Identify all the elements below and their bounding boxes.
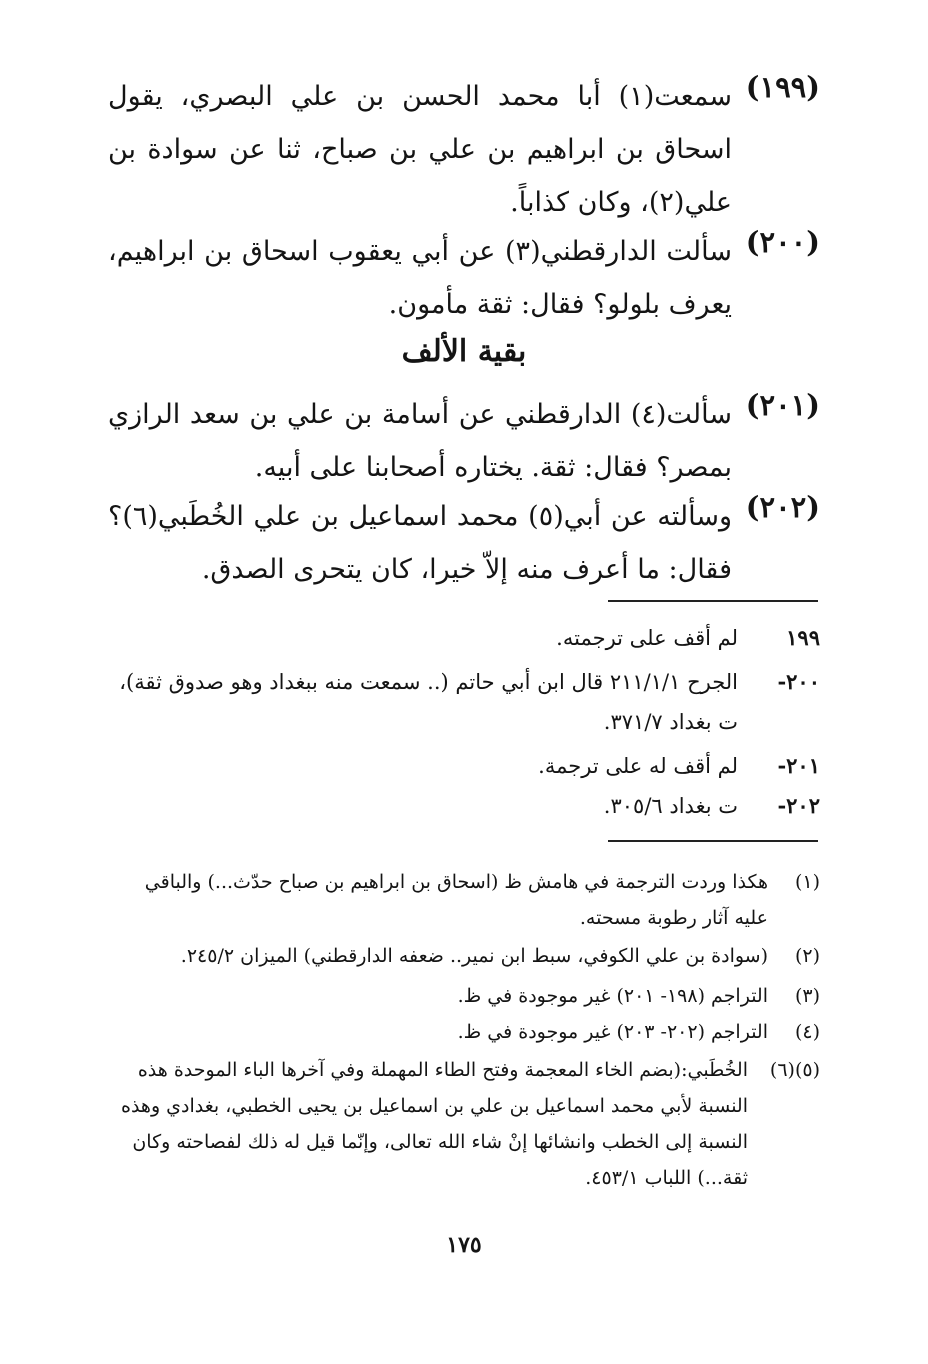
entry-200 — [108, 225, 820, 331]
footnote-number: (٢) — [794, 945, 820, 967]
entry-number: (٢٠٢) — [745, 490, 820, 524]
footnote-number: (٥)(٦) — [769, 1059, 820, 1081]
footnote-text: التراجم (٢٠٢- ٢٠٣) غير موجودة في ظ. — [457, 1021, 768, 1043]
note-text: ت بغداد ٣٠٥/٦. — [603, 794, 738, 818]
entry-201 — [108, 388, 820, 494]
footnote-text: التراجم (١٩٨- ٢٠١) غير موجودة في ظ. — [457, 985, 768, 1007]
footnote-number: (٣) — [794, 985, 820, 1007]
note-text: الجرح ٢١١/١/١ قال ابن أبي حاتم (.. سمعت منه ببغداد وهو صدوق ثقة)، ت بغداد ٣٧١/٧. — [119, 670, 738, 734]
footnote-3 — [108, 978, 820, 1014]
footnote-1 — [108, 864, 820, 936]
notes-divider — [608, 600, 818, 602]
footnote-number: (١) — [794, 871, 820, 893]
note-number: ١٩٩ — [786, 625, 820, 650]
footnote-text: الخُطَبي:(بضم الخاء المعجمة وفتح الطاء المهملة وفي آخرها الباء الموحدة هذه النسبة لأبي محمد اسماعيل بن علي بن اسماعيل بن يحيى الخطبي، بغدادي وهذه النسبة إلى الخطب وانشائها إنْ شاء الله تعالى، وإنّما قيل له ذلك لفصاحته وكان ثقة...) اللباب ٤٥٣/١. — [121, 1059, 748, 1189]
entry-text: سألت(٤) الدارقطني عن أسامة بن علي بن سعد الرازي بمصر؟ فقال: ثقة. يختاره أصحابنا على أبيه. — [108, 399, 732, 483]
footnote-4 — [108, 1014, 820, 1050]
note-number: ٢٠٢- — [777, 793, 820, 818]
note-number: ٢٠٠- — [777, 669, 820, 694]
entry-number: (١٩٩) — [745, 70, 820, 104]
entry-text: وسألته عن أبي(٥) محمد اسماعيل بن علي الخُطَبي(٦)؟ فقال: ما أعرف منه إلاّ خيرا، كان يتحرى الصدق. — [108, 501, 733, 585]
footnote-2 — [108, 938, 820, 974]
footnote-number: (٤) — [794, 1021, 820, 1043]
entry-202 — [108, 490, 820, 596]
entry-text: سمعت(١) أبا محمد الحسن بن علي البصري، يقول اسحاق بن ابراهيم بن علي بن صباح، ثنا عن سوادة بن علي(٢)، وكان كذاباً. — [108, 81, 732, 218]
page-number: ١٧٥ — [446, 1232, 482, 1258]
note-text: لم أقف له على ترجمة. — [538, 754, 738, 778]
footnotes-divider — [608, 840, 818, 842]
note-number: ٢٠١- — [777, 753, 820, 778]
section-heading: بقية الألف — [401, 334, 527, 369]
note-201 — [108, 746, 820, 786]
note-202 — [108, 786, 820, 826]
note-text: لم أقف على ترجمته. — [556, 626, 738, 650]
footnote-5-6 — [108, 1052, 820, 1196]
footnote-text: هكذا وردت الترجمة في هامش ظ (اسحاق بن ابراهيم بن صباح حدّث...) والباقي عليه آثار رطوبة مسحته. — [144, 871, 768, 929]
entry-199 — [108, 70, 820, 229]
entry-number: (٢٠١) — [745, 388, 820, 422]
note-200 — [108, 662, 820, 742]
entry-number: (٢٠٠) — [745, 225, 820, 259]
note-199 — [108, 618, 820, 658]
entry-text: سألت الدارقطني(٣) عن أبي يعقوب اسحاق بن ابراهيم، يعرف بلولو؟ فقال: ثقة مأمون. — [108, 236, 732, 320]
footnote-text: (سوادة بن علي الكوفي، سبط ابن نمير.. ضعفه الدارقطني) الميزان ٢٤٥/٢. — [180, 945, 768, 967]
